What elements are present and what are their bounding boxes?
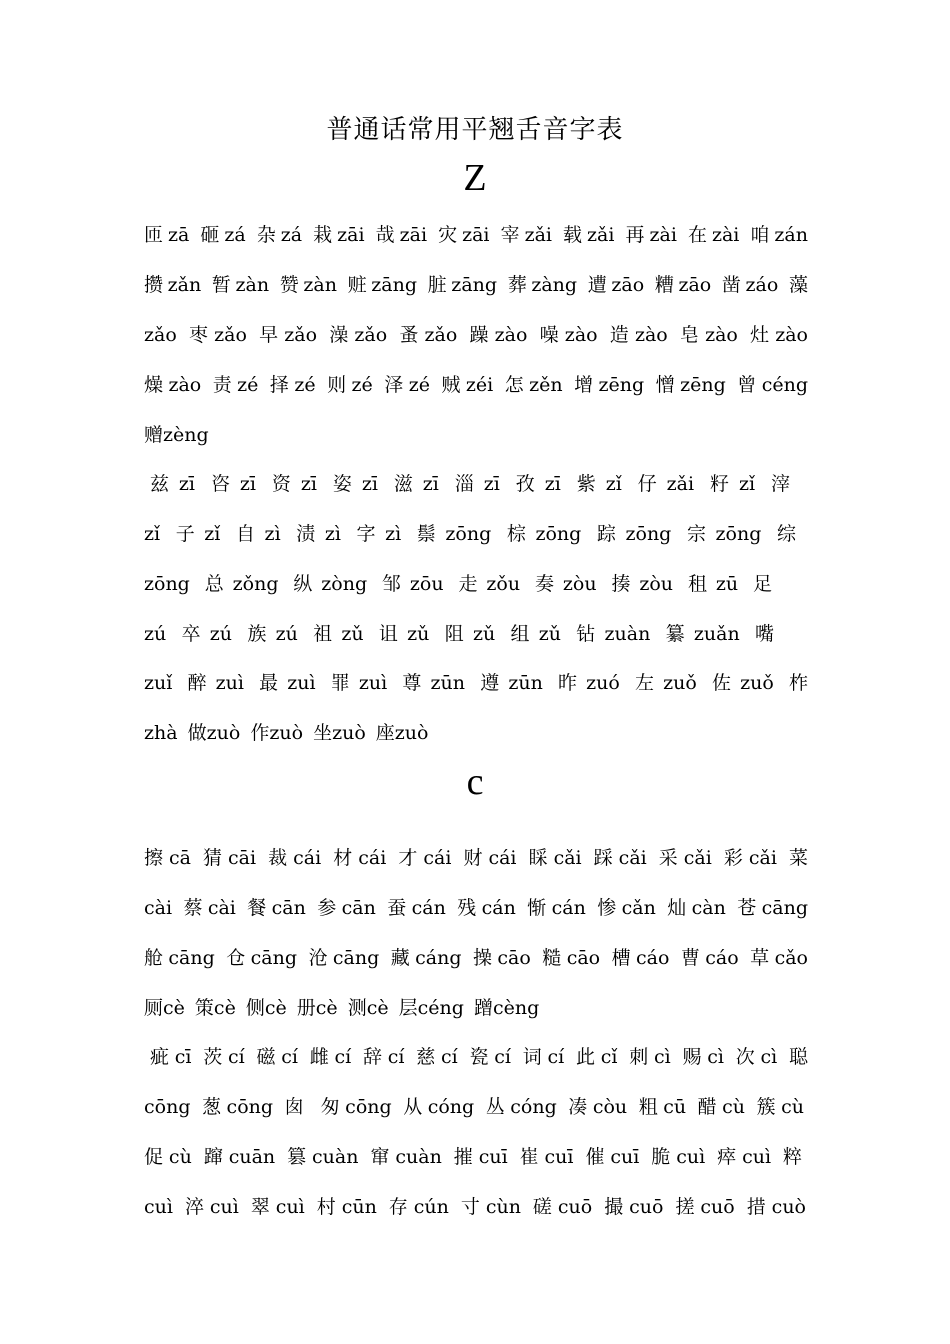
char-line: 舱cāng 仓cāng 沧cāng 藏cáng 操cāo 糙cāo 槽cáo 曹cáo 草cǎo [144, 947, 808, 969]
char-line: zhà 做zuò 作zuò 坐zuò 座zuò [144, 722, 429, 744]
page-title: 普通话常用平翘舌音字表 [326, 115, 624, 145]
char-line: 兹zī 咨zī 资zī 姿zī 滋zī 淄zī 孜zī 紫zǐ 仔zǎi 籽zǐ 滓 [150, 473, 790, 495]
char-line: zōng 总zǒng 纵zòng 邹zōu 走zǒu 奏zòu 揍zòu 租zū 足 [144, 573, 772, 595]
char-line: zú 卒zú 族zú 祖zǔ 诅zǔ 阻zǔ 组zǔ 钻zuàn 纂zuǎn 嘴 [144, 623, 774, 645]
char-line: 匝zā 砸zá 杂zá 栽zāi 哉zāi 灾zāi 宰zǎi 载zǎi 再zài 在zài 咱zán [144, 224, 808, 246]
char-line: cài 蔡cài 餐cān 参cān 蚕cán 残cán 惭cán 惨cǎn 灿càn 苍cāng [144, 897, 808, 919]
char-line: 燥zào 责zé 择zé 则zé 泽zé 贼zéi 怎zěn 增zēng 憎zēng 曾céng [144, 374, 808, 396]
char-line: zǎo 枣zǎo 早zǎo 澡zǎo 蚤zǎo 躁zào 噪zào 造zào 皂zào 灶zào [144, 324, 808, 346]
char-line: cuì 淬cuì 翠cuì 村cūn 存cún 寸cùn 磋cuō 撮cuō 搓cuō 措cuò [144, 1196, 806, 1218]
char-line: 攒zǎn 暂zàn 赞zàn 赃zāng 脏zāng 葬zàng 遭zāo 糟zāo 凿záo 藻 [144, 274, 808, 296]
char-line: 厕cè 策cè 侧cè 册cè 测cè 层céng 蹭cèng [144, 997, 540, 1019]
char-line: 赠zèng [144, 424, 209, 446]
char-line: 擦cā 猜cāi 裁cái 材cái 才cái 财cái 睬cǎi 踩cǎi 采cǎi 彩cǎi 菜 [144, 847, 808, 869]
char-line: 疵cī 茨cí 磁cí 雌cí 辞cí 慈cí 瓷cí 词cí 此cǐ 刺cì 赐cì 次cì 聪 [150, 1046, 808, 1068]
section-heading-c: c [466, 761, 484, 803]
char-line: zuǐ 醉zuì 最zuì 罪zuì 尊zūn 遵zūn 昨zuó 左zuǒ 佐zuǒ 柞 [144, 672, 808, 694]
char-line: cōng 葱cōng 囱 匆cōng 从cóng 丛cóng 凑còu 粗cū 醋cù 簇cù [144, 1096, 804, 1118]
section-heading-z: Z [463, 157, 487, 199]
char-line: 促cù 蹿cuān 篡cuàn 窜cuàn 摧cuī 崔cuī 催cuī 脆cuì 瘁cuì 粹 [144, 1146, 802, 1168]
char-line: zǐ 子zǐ 自zì 渍zì 字zì 鬃zōng 棕zōng 踪zōng 宗zōng 综 [144, 523, 796, 545]
